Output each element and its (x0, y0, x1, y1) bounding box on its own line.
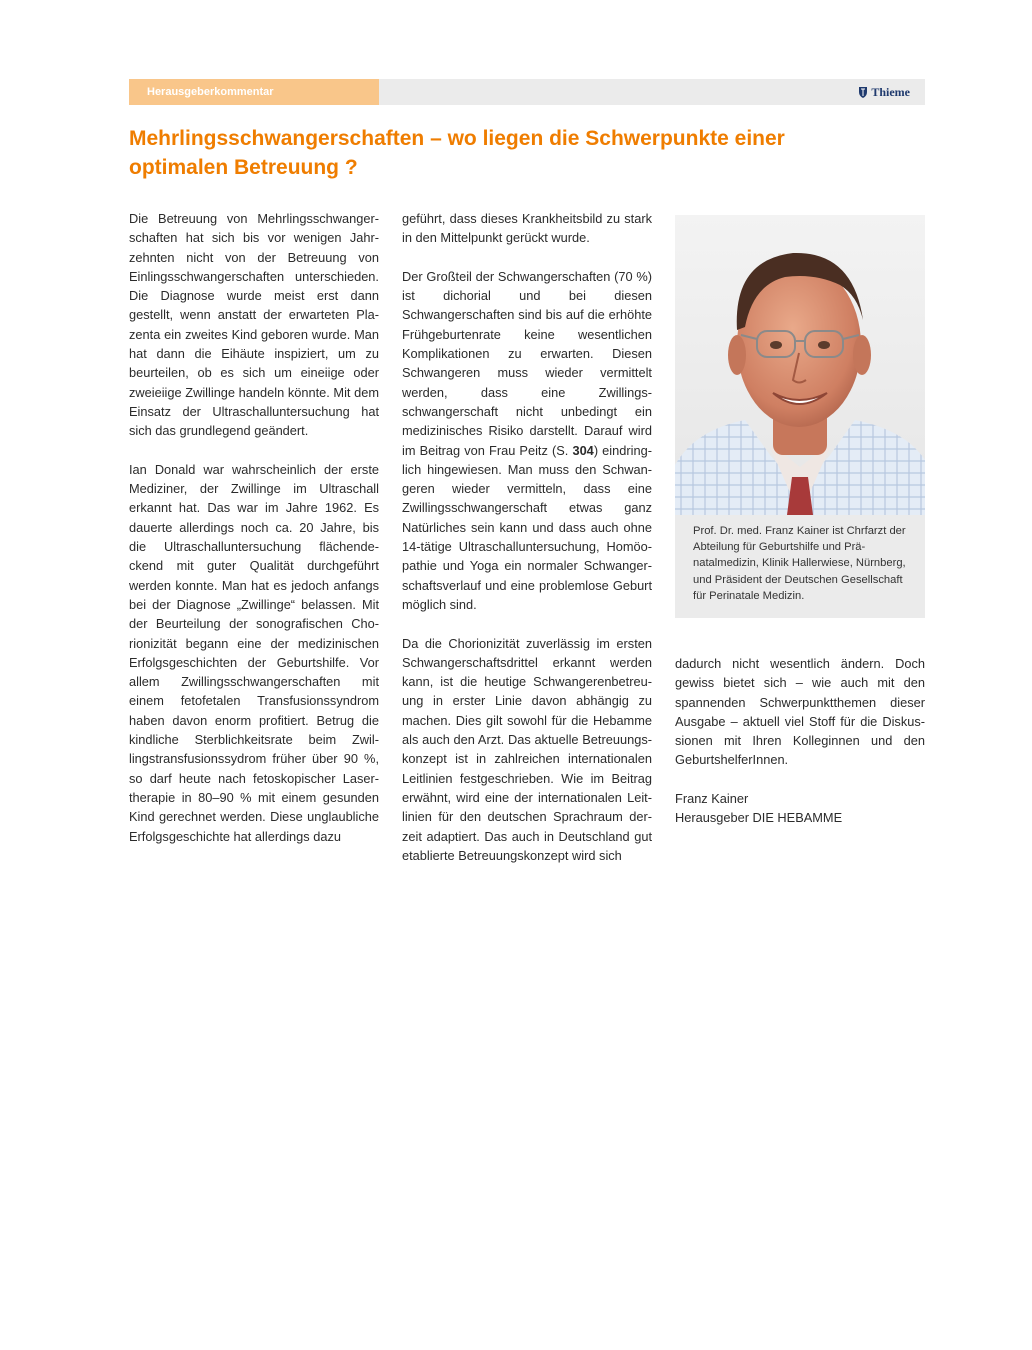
paragraph-text: ) eindringlich hingewiesen. Man muss den Schwangeren wieder vermitteln, dass eine Zwillingsschwangerschaft etwas ganz Natürliches sein kann und dass auch ohne 14-tätige Ultraschalluntersuchung, Homöopathie und Yoga ein normaler Schwangerschaftsverlauf und eine problemlose Geburt möglich sind. (402, 442, 652, 612)
thieme-crest-icon (858, 86, 868, 99)
paragraph: geführt, dass dieses Krankheitsbild zu stark in den Mittelpunkt gerückt wurde. (402, 211, 652, 246)
paragraph-text: Der Großteil der Schwangerschaften (70 %) ist dichorial und bei diesen Schwangerschaften sind bis auf die erhöhte Frühgeburtenrate keine wesentlichen Komplikationen zu erwarten. Diesen Schwangeren muss wieder vermittelt werden, dass eine Zwillingsschwangerschaft nicht unbedingt ein medizinisches Risiko darstellt. Darauf wird im Beitrag von Frau Peitz (S. (402, 268, 652, 458)
paragraph (402, 267, 652, 614)
author-portrait (675, 215, 925, 515)
section-label: Herausgeberkommentar (129, 79, 379, 105)
paragraph: dadurch nicht wesentlich ändern. Doch gewiss bietet sich – wie auch mit den spannenden Schwerpunktthemen dieser Ausgabe – aktuell viel Stoff für die Diskussionen mit Ihren Kolleginnen und den GeburtshelferInnen. (675, 656, 925, 768)
photo-caption: Prof. Dr. med. Franz Kainer ist Chrfarzt der Abteilung für Geburtshilfe und Pränatalmedizin, Klinik Hallerwiese, Nürnberg, und Präsident der Deutschen Gesellschaft für Perinatale Medizin. (675, 515, 925, 618)
header-bar (129, 79, 925, 105)
page-reference: 304 (572, 442, 594, 458)
text-column-1 (129, 209, 379, 865)
text-column-2 (402, 209, 652, 884)
signature (675, 789, 925, 828)
signature-role: Herausgeber DIE HEBAMME (675, 810, 843, 826)
publisher-logo (858, 79, 910, 105)
signature-name: Franz Kainer (675, 791, 749, 807)
paragraph: Die Betreuung von Mehrlingsschwangerschaften hat sich bis vor wenigen Jahrzehnten nicht von der Betreuung von Einlingsschwangerschaften unterschieden. Die Diagnose wurde meist erst dann gestellt, wenn anstatt der erwarteten Plazenta ein zweites Kind geboren wurde. Man hat dann die Eihäute inspiziert, um zu beurteilen, ob es sich um eineiige oder zweieiige Zwillinge handeln könnte. Mit dem Einsatz der Ultraschalluntersuchung hat sich das grundlegend geändert. (129, 211, 379, 439)
publisher-name: Thieme (871, 85, 910, 99)
article-title: Mehrlingsschwangerschaften – wo liegen die Schwerpunkte einer optimalen Betreuung ? (129, 127, 785, 179)
text-column-3 (675, 654, 925, 828)
paragraph: Ian Donald war wahrscheinlich der erste Mediziner, der Zwillinge im Ultraschall erkannt hat. Das war im Jahre 1962. Es dauerte allerdings noch ca. 20 Jahre, bis die Ultraschalluntersuchung flächendeckend mit guter Qualität durchgeführt werden konnte. Man hat es jedoch anfangs bei der Diagnose „Zwillinge“ belassen. Mit der Beurteilung der sonografischen Chorionizität begann eine der medizinischen Erfolgsgeschichten der Geburtshilfe. Vor allem Zwillingsschwangerschaften mit einem fetofetalen Transfusionssyndrom haben davon enorm profitiert. Betrug die kindliche Sterblichkeitsrate beim Zwillingstransfusionssydrom früher über 90 %, so darf heute nach fetoskopischer Lasertherapie in 80–90 % mit einem gesunden Kind gerechnet werden. Diese unglaubliche Erfolgsgeschichte hat allerdings dazu (129, 461, 379, 844)
paragraph: Da die Chorionizität zuverlässig im ersten Schwangerschaftsdrittel erkannt werden kann, ist die heutige Schwangerenbetreuung in erster Linie davon abhängig zu machen. Dies gilt sowohl für die Hebamme als auch den Arzt. Das aktuelle Betreuungskonzept ist in zahlreichen internationalen Leitlinien festgeschrieben. Wie im Beitrag erwähnt, wird eine der internationalen Leitlinien für den deutschen Sprachraum derzeit adaptiert. Das auch in Deutschland gut etablierte Betreuungskonzept wird sich (402, 635, 652, 863)
